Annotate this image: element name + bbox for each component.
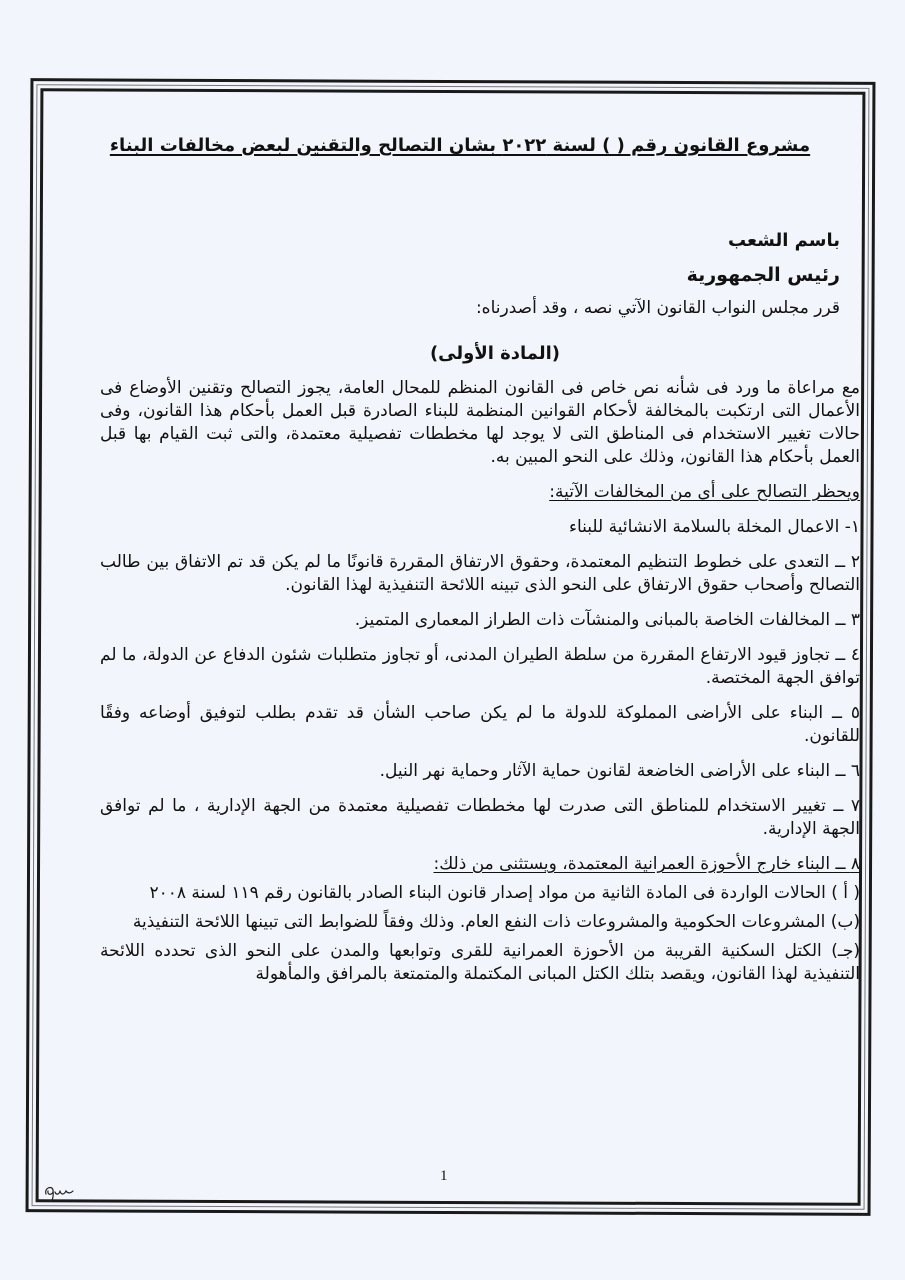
- exception-item-a: ( أ ) الحالات الواردة فى المادة الثانية من مواد إصدار قانون البناء الصادر بالقانون رقم ١١٩ لسنة ٢٠٠٨: [149, 883, 860, 903]
- article-one-paragraph: مع مراعاة ما ورد فى شأنه نص خاص فى القانون المنظم للمحال العامة، يجوز التصالح وتقنين الأوضاع فى الأعمال التى ارتكبت بالمخالفة لأحكام القوانين المنظمة للبناء الصادرة قبل العمل بأحكام هذا القانون، وفى حالات تغيير الاستخدام فى المناطق التى لا يوجد لها مخططات تفصيلية معتمدة، والتى ثبت القيام بها قبل العمل بأحكام هذا القانون، وذلك على النحو المبين به.: [100, 378, 860, 467]
- violation-item-5: ٥ ــ البناء على الأراضى المملوكة للدولة ما لم يكن صاحب الشأن قد تقدم بطلب لتوفيق أوضاعه وفقًا للقانون.: [100, 703, 860, 746]
- violation-item-3: ٣ ــ المخالفات الخاصة بالمبانى والمنشآت ذات الطراز المعمارى المتميز.: [354, 610, 860, 630]
- violation-item-1: ١- الاعمال المخلة بالسلامة الانشائية للبناء: [569, 517, 860, 537]
- violation-item-2: ٢ ــ التعدى على خطوط التنظيم المعتمدة، وحقوق الارتفاق المقررة قانونًا ما لم يكن قد تم الاتفاق بين طالب التصالح وأصحاب حقوق الارتفاق على النحو الذى تبينه اللائحة التنفيذية لهذا القانون.: [100, 552, 860, 595]
- exception-item-b: (ب) المشروعات الحكومية والمشروعات ذات النفع العام. وذلك وفقاً للضوابط التى تبينها اللائحة التنفيذية: [132, 912, 860, 932]
- exception-item-c: (جـ) الكتل السكنية القريبة من الأحوزة العمرانية للقرى وتوابعها والمدن على النحو الذى تحدده اللائحة التنفيذية لهذا القانون، ويقصد بتلك الكتل المبانى المكتملة والمتمتعة بالمرافق والمأهولة: [100, 941, 860, 984]
- president-heading: رئيس الجمهورية: [686, 264, 840, 286]
- decree-statement: قرر مجلس النواب القانون الآتي نصه ، وقد أصدرناه:: [475, 298, 840, 318]
- document-title: مشروع القانون رقم ( ) لسنة ٢٠٢٢ بشان التصالح والتقنين لبعض مخالفات البناء: [109, 135, 811, 156]
- document-body: [100, 120, 860, 986]
- in-the-name-of-the-people: باسم الشعب: [727, 230, 840, 251]
- article-one-heading: (المادة الأولى): [429, 343, 561, 364]
- violation-item-4: ٤ ــ تجاوز قيود الارتفاع المقررة من سلطة الطيران المدنى، أو تجاوز متطلبات شئون الدفاع عن الدولة، ما لم توافق الجهة المختصة.: [100, 645, 860, 688]
- page-number: 1: [440, 1168, 448, 1184]
- violation-item-6: ٦ ــ البناء على الأراضى الخاضعة لقانون حماية الآثار وحماية نهر النيل.: [379, 761, 860, 781]
- violation-item-8: ٨ ــ البناء خارج الأحوزة العمرانية المعتمدة، ويستثنى من ذلك:: [433, 854, 860, 874]
- handwritten-signature: [42, 1180, 82, 1202]
- prohibited-violations-heading: ويحظر التصالح على أى من المخالفات الآتية:: [549, 482, 860, 502]
- violation-item-7: ٧ ــ تغيير الاستخدام للمناطق التى صدرت لها مخططات تفصيلية معتمدة من الجهة الإدارية ، ما لم توافق الجهة الإدارية.: [100, 796, 860, 839]
